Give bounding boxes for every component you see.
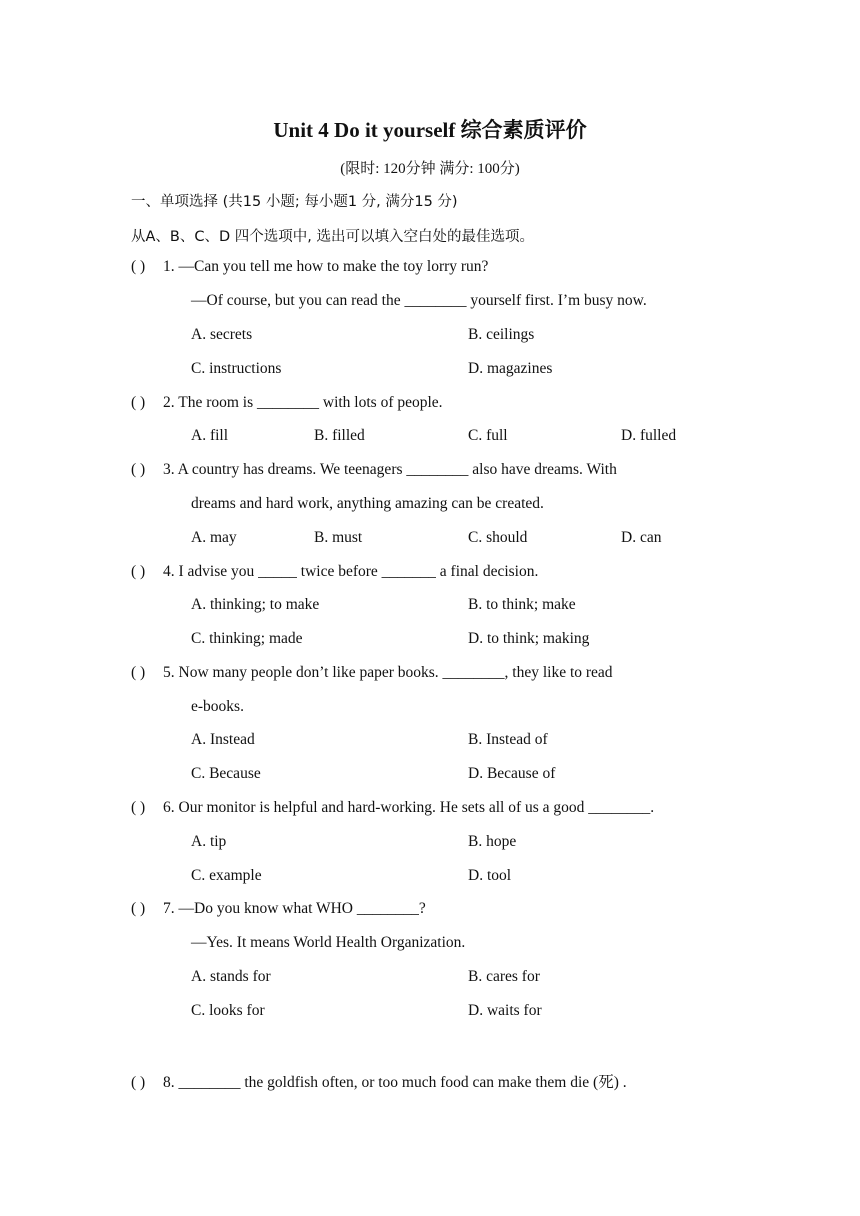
question-stem: 6. Our monitor is helpful and hard-working. He sets all of us a good ________. xyxy=(163,799,655,816)
option-d: D. magazines xyxy=(468,360,553,377)
answer-blank: ( ) xyxy=(131,799,146,816)
answer-blank: ( ) xyxy=(131,461,146,478)
option-b: B. Instead of xyxy=(468,731,548,748)
answer-blank: ( ) xyxy=(131,664,146,681)
option-c: C. thinking; made xyxy=(191,630,303,647)
option-b: B. filled xyxy=(314,427,365,444)
question-continuation: —Of course, but you can read the ________ yourself first. I’m busy now. xyxy=(191,292,647,309)
option-c: C. example xyxy=(191,867,262,884)
section-heading: 一、单项选择 (共15 小题; 每小题1 分, 满分15 分) xyxy=(131,194,458,210)
question-stem: 3. A country has dreams. We teenagers ________ also have dreams. With xyxy=(163,461,617,478)
option-d: D. can xyxy=(621,529,662,546)
option-a: A. Instead xyxy=(191,731,255,748)
question-stem: 7. —Do you know what WHO ________? xyxy=(163,900,426,917)
question-continuation: dreams and hard work, anything amazing can be created. xyxy=(191,495,544,512)
option-d: D. fulled xyxy=(621,427,677,444)
option-d: D. tool xyxy=(468,867,512,884)
option-d: D. to think; making xyxy=(468,630,590,647)
question-stem: 5. Now many people don’t like paper books. ________, they like to read xyxy=(163,664,613,681)
page-title: Unit 4 Do it yourself 综合素质评价 xyxy=(273,118,587,142)
option-c: C. Because xyxy=(191,765,261,782)
question-stem: 1. —Can you tell me how to make the toy lorry run? xyxy=(163,258,489,275)
option-b: B. ceilings xyxy=(468,326,535,343)
option-b: B. cares for xyxy=(468,968,540,985)
option-b: B. must xyxy=(314,529,363,546)
question-4 xyxy=(131,563,538,581)
question-7 xyxy=(131,900,426,918)
option-b: B. hope xyxy=(468,833,517,850)
answer-blank: ( ) xyxy=(131,394,146,411)
option-c: C. full xyxy=(468,427,508,444)
option-d: D. waits for xyxy=(468,1002,542,1019)
answer-blank: ( ) xyxy=(131,563,146,580)
option-c: C. should xyxy=(468,529,528,546)
option-a: A. stands for xyxy=(191,968,271,985)
question-2 xyxy=(131,394,443,412)
question-continuation: e-books. xyxy=(191,698,244,715)
question-stem: 8. ________ the goldfish often, or too much food can make them die (死) . xyxy=(163,1074,627,1091)
option-c: C. looks for xyxy=(191,1002,265,1019)
question-8 xyxy=(131,1070,627,1092)
option-a: A. fill xyxy=(191,427,229,444)
question-3 xyxy=(131,461,617,479)
option-c: C. instructions xyxy=(191,360,282,377)
question-6 xyxy=(131,799,654,817)
option-a: A. thinking; to make xyxy=(191,596,320,613)
answer-blank: ( ) xyxy=(131,900,146,917)
option-b: B. to think; make xyxy=(468,596,576,613)
answer-blank: ( ) xyxy=(131,1074,146,1091)
question-stem: 4. I advise you _____ twice before _______ a final decision. xyxy=(163,563,539,580)
question-stem: 2. The room is ________ with lots of people. xyxy=(163,394,443,411)
option-a: A. secrets xyxy=(191,326,253,343)
option-a: A. may xyxy=(191,529,237,546)
question-continuation: —Yes. It means World Health Organization. xyxy=(191,934,466,951)
answer-blank: ( ) xyxy=(131,258,146,275)
option-d: D. Because of xyxy=(468,765,556,782)
section-instruction: 从A、B、C、D 四个选项中, 选出可以填入空白处的最佳选项。 xyxy=(131,229,534,245)
page-subtitle: (限时: 120分钟 满分: 100分) xyxy=(340,161,520,177)
question-5 xyxy=(131,664,613,682)
option-a: A. tip xyxy=(191,833,227,850)
question-1 xyxy=(131,258,488,276)
